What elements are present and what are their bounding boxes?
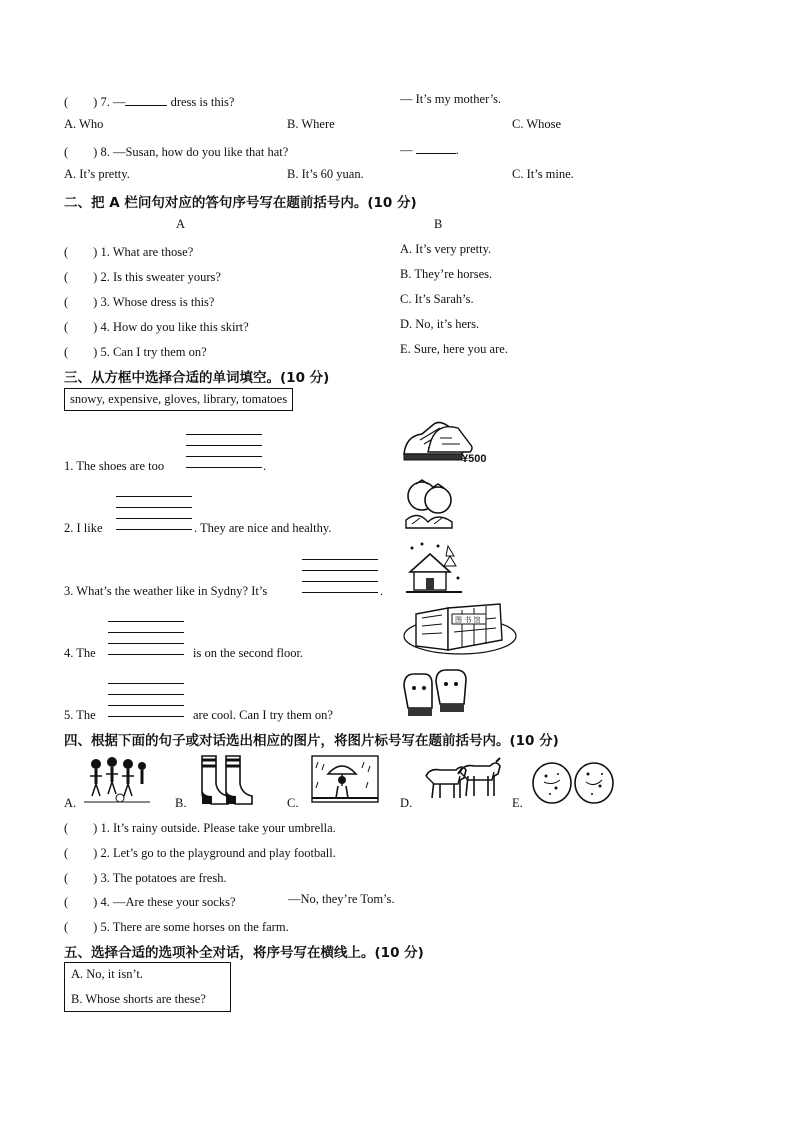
answer-paren[interactable]: ( ) xyxy=(64,95,98,109)
answer-paren[interactable]: ( ) xyxy=(64,895,98,909)
answer-paren[interactable]: ( ) xyxy=(64,270,98,284)
section-2-title: 二、把 A 栏问句对应的答句序号写在题前括号内。(10 分) xyxy=(64,195,417,211)
writing-lines[interactable] xyxy=(108,683,184,719)
snowy-house-image xyxy=(404,538,464,596)
library-sign: 图 书 馆 xyxy=(455,616,481,624)
picture-label-a: A. xyxy=(64,796,77,810)
answer-paren[interactable]: ( ) xyxy=(64,920,98,934)
horses-image xyxy=(420,754,504,806)
picture-label-c: C. xyxy=(287,796,299,810)
writing-lines[interactable] xyxy=(108,621,184,657)
match-answer-b: B. They’re horses. xyxy=(400,267,493,281)
q8-option-b[interactable]: B. It’s 60 yuan. xyxy=(287,167,364,181)
q7-row: ( ) 7. — dress is this? xyxy=(64,95,235,109)
fill-item-1: 1. The shoes are too xyxy=(64,459,165,473)
fill-item-4: 4. The xyxy=(64,646,96,660)
q8-option-a[interactable]: A. It’s pretty. xyxy=(64,167,130,181)
socks-image xyxy=(196,752,256,806)
price-tag: ¥500 xyxy=(462,453,487,465)
fill-blank[interactable] xyxy=(125,94,167,106)
writing-lines[interactable] xyxy=(186,434,262,470)
picture-q-2: ( ) 2. Let’s go to the playground and play football. xyxy=(64,846,336,860)
q8-answer: — . xyxy=(400,143,459,157)
match-answer-d: D. No, it’s hers. xyxy=(400,317,480,331)
rainy-umbrella-image xyxy=(308,752,382,806)
q8-row: ( ) 8. —Susan, how do you like that hat? xyxy=(64,145,289,159)
picture-q-4-reply: —No, they’re Tom’s. xyxy=(288,892,395,906)
answer-paren[interactable]: ( ) xyxy=(64,320,98,334)
writing-lines[interactable] xyxy=(302,559,378,595)
football-kids-image xyxy=(82,752,152,804)
match-answer-c: C. It’s Sarah’s. xyxy=(400,292,474,306)
library-building-image xyxy=(402,600,518,658)
fill-blank[interactable] xyxy=(416,142,456,154)
writing-lines[interactable] xyxy=(116,496,192,532)
match-row-4: ( ) 4. How do you like this skirt? xyxy=(64,320,249,334)
picture-label-b: B. xyxy=(175,796,187,810)
word-box: snowy, expensive, gloves, library, tomatoes xyxy=(64,388,293,411)
gloves-image xyxy=(400,664,470,720)
picture-q-4: ( ) 4. —Are these your socks? xyxy=(64,895,236,909)
picture-label-d: D. xyxy=(400,796,413,810)
q7-option-c[interactable]: C. Whose xyxy=(512,117,562,131)
picture-q-3: ( ) 3. The potatoes are fresh. xyxy=(64,871,227,885)
answer-paren[interactable]: ( ) xyxy=(64,821,98,835)
q7-answer: — It’s my mother’s. xyxy=(400,92,502,106)
section-4-title: 四、根据下面的句子或对话选出相应的图片，将图片标号写在题前括号内。(10 分) xyxy=(64,733,559,749)
q7-option-b[interactable]: B. Where xyxy=(287,117,335,131)
answer-paren[interactable]: ( ) xyxy=(64,245,98,259)
picture-q-5: ( ) 5. There are some horses on the farm. xyxy=(64,920,289,934)
q8-option-c[interactable]: C. It’s mine. xyxy=(512,167,574,181)
column-b-header: B xyxy=(434,217,443,231)
picture-q-1: ( ) 1. It’s rainy outside. Please take your umbrella. xyxy=(64,821,336,835)
fill-item-2: 2. I like xyxy=(64,521,103,535)
q7-option-a[interactable]: A. Who xyxy=(64,117,104,131)
answer-paren[interactable]: ( ) xyxy=(64,345,98,359)
match-row-3: ( ) 3. Whose dress is this? xyxy=(64,295,215,309)
picture-label-e: E. xyxy=(512,796,523,810)
fill-item-3: 3. What’s the weather like in Sydny? It’s xyxy=(64,584,268,598)
fill-item-5: 5. The xyxy=(64,708,96,722)
column-a-header: A xyxy=(176,217,186,231)
answer-paren[interactable]: ( ) xyxy=(64,145,98,159)
match-row-1: ( ) 1. What are those? xyxy=(64,245,194,259)
potatoes-image xyxy=(530,760,616,806)
sneakers-price-image xyxy=(400,414,500,470)
answer-paren[interactable]: ( ) xyxy=(64,846,98,860)
section-5-title: 五、选择合适的选项补全对话，将序号写在横线上。(10 分) xyxy=(64,945,424,961)
dialog-option-b: B. Whose shorts are these? xyxy=(71,992,206,1006)
match-answer-a: A. It’s very pretty. xyxy=(400,242,492,256)
tomatoes-image xyxy=(402,474,456,532)
match-answer-e: E. Sure, here you are. xyxy=(400,342,508,356)
answer-paren[interactable]: ( ) xyxy=(64,871,98,885)
dialog-option-a: A. No, it isn’t. xyxy=(71,967,143,981)
match-row-2: ( ) 2. Is this sweater yours? xyxy=(64,270,221,284)
section-3-title: 三、从方框中选择合适的单词填空。(10 分) xyxy=(64,370,330,386)
match-row-5: ( ) 5. Can I try them on? xyxy=(64,345,207,359)
answer-paren[interactable]: ( ) xyxy=(64,295,98,309)
